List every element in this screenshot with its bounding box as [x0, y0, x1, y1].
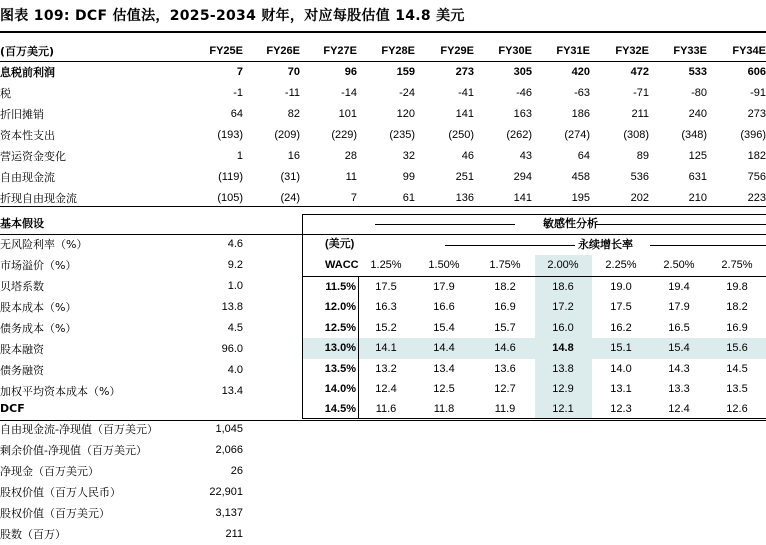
projection-cell: (250)	[448, 129, 474, 141]
sensitivity-cell: 17.9	[433, 281, 455, 293]
assumption-value: 4.0	[227, 364, 243, 376]
projection-cell: (105)	[217, 192, 243, 204]
sensitivity-cell: 14.3	[668, 362, 690, 375]
sensitivity-cell: 15.2	[375, 321, 397, 334]
sensitivity-cell: 13.1	[610, 383, 632, 395]
sensitivity-cell: 15.4	[433, 321, 455, 334]
projection-cell: 458	[571, 171, 590, 183]
projection-cell: 141	[455, 108, 474, 120]
wacc-value: 14.5%	[324, 403, 356, 416]
unit-label: (百万美元)	[0, 45, 55, 58]
dcf-value: 1,045	[215, 423, 243, 435]
year-header: FY31E	[556, 45, 590, 57]
year-header: FY27E	[323, 45, 357, 57]
assumption-label: 市场溢价（%）	[0, 259, 77, 272]
projection-cell: (31)	[280, 171, 300, 183]
assumption-value: 96.0	[221, 343, 243, 355]
sensitivity-cell: 18.2	[726, 301, 748, 314]
dcf-label: 股数（百万）	[0, 528, 66, 541]
growth-rate-label: 永续增长率	[578, 238, 633, 251]
sensitivity-cell: 12.1	[552, 403, 574, 416]
dcf-label: 股权价值（百万人民币）	[0, 486, 121, 499]
sensitivity-cell: 12.4	[375, 383, 397, 395]
growth-rate-header: 1.25%	[370, 259, 402, 271]
projection-cell: 16	[287, 150, 300, 162]
projection-cell: 46	[461, 150, 474, 162]
projection-cell: -91	[750, 87, 766, 99]
projection-cell: -71	[633, 87, 649, 99]
wacc-value: 13.0%	[324, 342, 356, 355]
year-header: FY34E	[732, 45, 766, 57]
sensitivity-cell: 13.2	[375, 362, 397, 375]
projection-cell: 202	[630, 192, 649, 204]
assumption-label: 股本融资	[0, 343, 44, 356]
projection-cell: 64	[230, 108, 243, 120]
wacc-value: 12.5%	[324, 321, 356, 334]
sensitivity-cell: 17.5	[610, 301, 632, 314]
sensitivity-cell: 13.4	[433, 362, 455, 375]
assumption-value: 9.2	[227, 259, 243, 271]
sensitivity-cell: 17.2	[552, 301, 574, 314]
projection-row-label: 折现自由现金流	[0, 192, 77, 205]
projection-row-label: 资本性支出	[0, 129, 55, 142]
sensitivity-title: 敏感性分析	[543, 217, 598, 230]
assumption-label: 债务融资	[0, 364, 44, 377]
projection-cell: (348)	[681, 129, 707, 141]
assumption-value: 4.6	[227, 238, 243, 250]
year-header: FY28E	[381, 45, 415, 57]
sensitivity-cell: 14.6	[494, 342, 516, 355]
projection-cell: 420	[571, 66, 590, 78]
projection-cell: 195	[571, 192, 590, 204]
sensitivity-cell: 12.9	[552, 383, 574, 395]
assumption-value: 13.4	[221, 385, 243, 397]
assumption-label: 债务成本（%）	[0, 322, 77, 335]
growth-label-line-right	[650, 245, 766, 246]
projection-cell: 7	[350, 192, 357, 204]
year-header: FY25E	[209, 45, 243, 57]
projection-cell: 186	[571, 108, 590, 120]
projection-cell: -63	[574, 87, 590, 99]
projection-cell: (119)	[218, 171, 243, 183]
wacc-value: 13.5%	[324, 362, 356, 375]
sensitivity-cell: 16.6	[433, 301, 455, 314]
sensitivity-cell: 15.1	[610, 342, 632, 355]
projection-cell: 7	[236, 66, 243, 78]
projection-cell: 305	[513, 66, 532, 78]
dcf-value: 26	[230, 465, 243, 477]
wacc-value: 12.0%	[324, 301, 356, 314]
projection-cell: 223	[747, 192, 766, 204]
assumption-label: 贝塔系数	[0, 280, 44, 293]
sensitivity-cell: 13.3	[668, 383, 690, 395]
growth-rate-header: 2.50%	[663, 259, 695, 271]
assumption-label: 加权平均资本成本（%）	[0, 385, 121, 398]
projection-cell: 251	[455, 171, 474, 183]
year-header: FY32E	[615, 45, 649, 57]
sensitivity-cell: 11.9	[494, 403, 516, 416]
page-title: 图表 109: DCF 估值法，2025-2034 财年，对应每股估值 14.8 美元	[0, 8, 465, 24]
sensitivity-cell: 13.5	[726, 383, 748, 395]
sensitivity-cell: 15.7	[494, 321, 516, 334]
projection-cell: (235)	[389, 129, 415, 141]
projection-cell: 240	[688, 108, 707, 120]
projection-cell: 273	[747, 108, 766, 120]
sensitivity-cell: 19.4	[668, 281, 690, 293]
dcf-value: 2,066	[215, 444, 243, 456]
projection-cell: 1	[236, 150, 243, 162]
projection-cell: (308)	[623, 129, 649, 141]
sensitivity-cell: 12.6	[726, 403, 748, 416]
projection-row-label: 息税前利润	[0, 66, 55, 79]
projection-cell: 11	[345, 171, 357, 183]
sensitivity-cell: 11.8	[433, 403, 455, 416]
projection-cell: 64	[577, 150, 590, 162]
projection-cell: 756	[747, 171, 766, 183]
projection-cell: 536	[630, 171, 649, 183]
projection-cell: -14	[341, 87, 357, 99]
projection-cell: 89	[636, 150, 649, 162]
top-rule	[0, 31, 766, 33]
projection-cell: 101	[338, 108, 357, 120]
projection-cell: -46	[516, 87, 532, 99]
dcf-value: 211	[225, 528, 243, 540]
growth-label-line-left	[445, 245, 575, 246]
projection-row-label: 税	[0, 87, 11, 100]
wacc-value: 11.5%	[325, 281, 356, 293]
projection-cell: -24	[399, 87, 415, 99]
projection-cell: (396)	[740, 129, 766, 141]
sensitivity-cell: 12.7	[494, 383, 516, 395]
sensitivity-cell: 14.5	[726, 362, 748, 375]
sensitivity-cell: 11.6	[375, 403, 397, 416]
year-header: FY29E	[440, 45, 474, 57]
sensitivity-unit: (美元)	[325, 238, 355, 250]
year-header: FY33E	[673, 45, 707, 57]
year-header: FY26E	[266, 45, 300, 57]
dcf-value: 3,137	[215, 507, 243, 519]
projection-cell: 472	[630, 66, 649, 78]
sensitivity-cell: 14.0	[610, 362, 632, 375]
sensitivity-cell: 13.6	[494, 362, 516, 375]
dcf-value: 22,901	[209, 486, 243, 498]
projection-cell: (262)	[506, 129, 532, 141]
projection-cell: -1	[233, 87, 243, 99]
projection-cell: 273	[455, 66, 474, 78]
wacc-label: WACC	[325, 259, 359, 271]
sensitivity-cell: 14.1	[375, 342, 397, 355]
sensitivity-cell: 14.4	[433, 342, 455, 355]
projection-cell: 163	[513, 108, 532, 120]
sensitivity-cell: 15.4	[668, 342, 690, 355]
projection-cell: 159	[396, 66, 415, 78]
projection-cell: 182	[747, 150, 766, 162]
year-header: FY30E	[498, 45, 532, 57]
dcf-label: 股权价值（百万美元）	[0, 507, 110, 520]
projection-cell: 70	[287, 66, 300, 78]
sensitivity-cell: 16.3	[375, 301, 397, 314]
projection-cell: 43	[519, 150, 532, 162]
projection-cell: -80	[691, 87, 707, 99]
sensitivity-cell: 17.5	[375, 281, 397, 293]
assumption-value: 13.8	[221, 301, 243, 313]
assumptions-header: 基本假设	[0, 217, 44, 230]
projection-row-label: 折旧摊销	[0, 108, 44, 121]
assumption-label: 无风险利率（%）	[0, 238, 88, 251]
projection-cell: 533	[688, 66, 707, 78]
projection-cell: 631	[688, 171, 707, 183]
projection-cell: -11	[284, 87, 300, 99]
sensitivity-cell: 18.6	[552, 281, 574, 293]
sensitivity-cell: 16.2	[610, 321, 632, 334]
sensitivity-cell: 16.5	[668, 321, 690, 334]
projection-cell: (193)	[217, 129, 243, 141]
projection-cell: 96	[344, 66, 357, 78]
growth-rate-header: 1.50%	[428, 259, 460, 271]
projection-cell: 141	[513, 192, 532, 204]
assumption-value: 1.0	[227, 280, 243, 292]
sensitivity-cell: 16.9	[726, 321, 748, 334]
dcf-label: 净现金（百万美元）	[0, 465, 99, 478]
projection-cell: 99	[402, 171, 415, 183]
projection-cell: 210	[688, 192, 707, 204]
projection-cell: 32	[402, 150, 415, 162]
growth-rate-header: 1.75%	[489, 259, 521, 271]
projection-cell: 28	[344, 150, 357, 162]
assumption-label: 股本成本（%）	[0, 301, 77, 314]
projection-cell: 211	[631, 108, 649, 120]
projection-cell: 125	[688, 150, 707, 162]
sensitivity-cell: 12.3	[610, 403, 632, 416]
sensitivity-cell: 14.8	[552, 342, 574, 355]
sensitivity-title-line-left	[375, 224, 515, 225]
sensitivity-cell: 13.8	[552, 362, 574, 375]
growth-rate-header: 2.25%	[605, 259, 637, 271]
projection-cell: (209)	[274, 129, 300, 141]
wacc-value: 14.0%	[324, 383, 356, 395]
sensitivity-cell: 16.0	[552, 321, 574, 334]
sensitivity-cell: 12.4	[668, 403, 690, 416]
sensitivity-cell: 17.9	[668, 301, 690, 314]
assumption-value: 4.5	[227, 322, 243, 334]
sensitivity-cell: 19.0	[610, 281, 632, 293]
projection-row-label: 自由现金流	[0, 171, 55, 184]
projection-cell: 61	[402, 192, 415, 204]
projection-cell: (274)	[564, 129, 590, 141]
projection-cell: (24)	[280, 192, 300, 204]
projection-cell: (229)	[331, 129, 357, 141]
sensitivity-title-line-right	[596, 224, 766, 225]
sensitivity-cell: 15.6	[726, 342, 748, 355]
projection-cell: -41	[458, 87, 474, 99]
projection-cell: 606	[747, 66, 766, 78]
projection-cell: 294	[513, 171, 532, 183]
sensitivity-cell: 19.8	[726, 281, 748, 293]
growth-rate-header: 2.00%	[547, 259, 579, 271]
projection-cell: 136	[455, 192, 474, 204]
projection-cell: 82	[287, 108, 300, 120]
projection-row-label: 营运资金变化	[0, 150, 66, 163]
sensitivity-cell: 12.5	[433, 383, 455, 395]
growth-rate-header: 2.75%	[721, 259, 753, 271]
dcf-label: 自由现金流-净现值（百万美元）	[0, 423, 158, 436]
dcf-label: 剩余价值-净现值（百万美元）	[0, 444, 147, 457]
sensitivity-cell: 18.2	[494, 281, 516, 293]
sensitivity-cell: 16.9	[494, 301, 516, 314]
projection-cell: 120	[396, 108, 415, 120]
dcf-header: DCF	[0, 402, 25, 415]
